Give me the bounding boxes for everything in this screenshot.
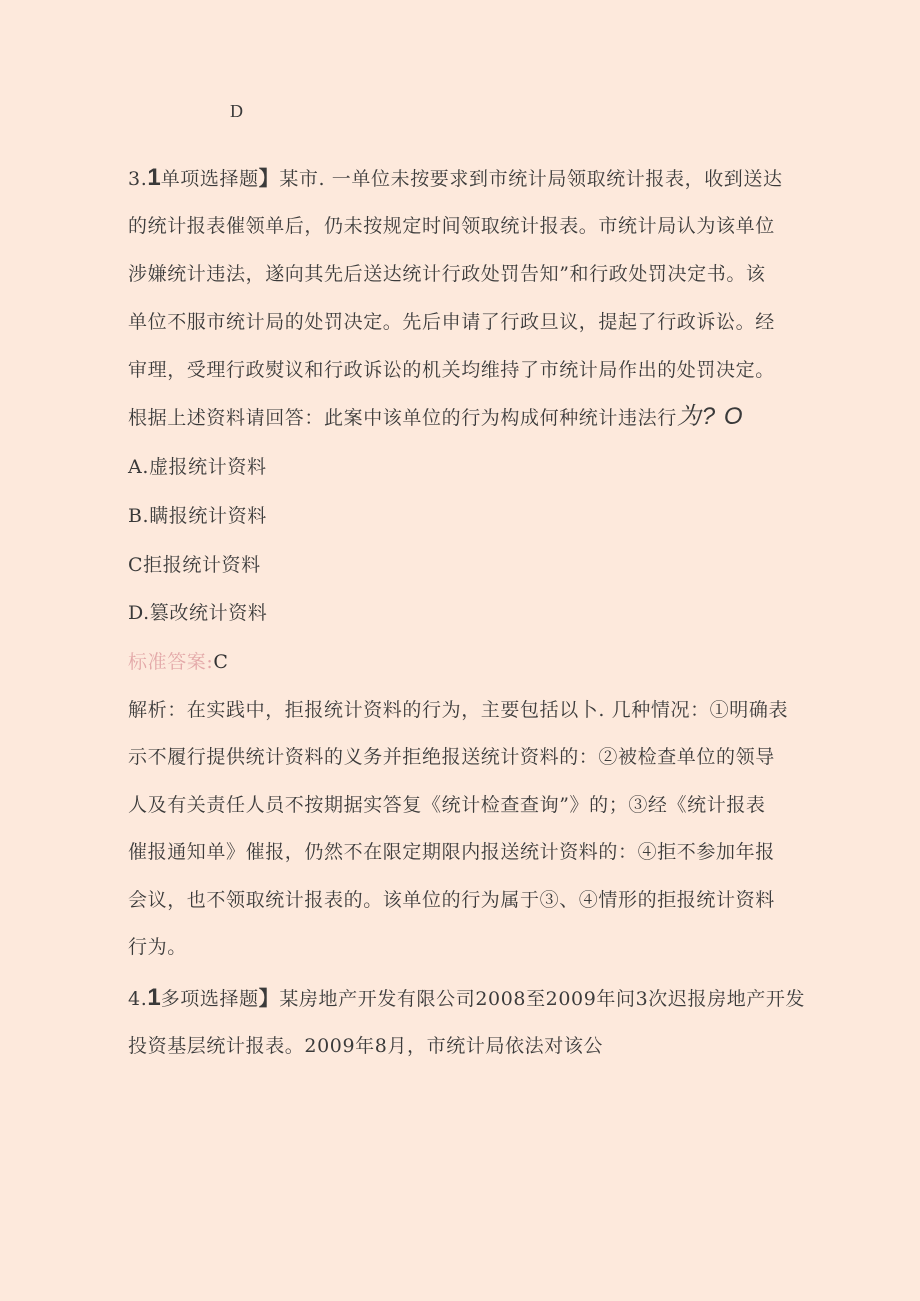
analysis-line: 解析：在实践中，拒报统计资料的行为，主要包括以卜. 几种情况：①明确表 [128,699,789,721]
question-text-line: 审理，受理行政熨议和行政诉讼的机关均维持了市统计局作出的处罚决定。 [128,359,775,381]
question-tail: 为? O [676,403,744,430]
bracket: 】 [258,986,280,1010]
question-type: 多项选择题 [160,988,259,1010]
question-text-line: 单位不服市统计局的处罚决定。先后申请了行政旦议，提起了行政诉讼。经 [128,311,775,333]
question-type: 单项选择题 [160,168,259,190]
option-a: A.虚报统计资料 [128,456,267,478]
analysis-line: 人及有关责任人员不按期据实答复《统计检查查询”》的；③经《统计报表 [128,794,766,816]
question-3-header [128,166,783,191]
option-b: B.瞒报统计资料 [128,505,267,527]
question-marker: 1 [147,984,161,1011]
question-text-line: 某市. 一单位未按要求到市统计局领取统计报表，收到送达 [279,168,783,190]
question-text-line: 的统计报表催领单后，仍未按规定时间领取统计报表。市统计局认为该单位 [128,215,775,237]
answer-value: C [213,651,229,673]
bracket: 】 [258,166,280,190]
analysis-line: 行为。 [128,936,187,958]
question-text-line: 某房地产开发有限公司2008至2009年问3次迟报房地产开发 [279,988,806,1010]
question-text-line-last [128,405,744,430]
option-d: D.篡改统计资料 [128,602,268,624]
analysis-line: 示不履行提供统计资料的义务并拒绝报送统计资料的：②被检查单位的领导 [128,746,775,768]
analysis-line: 会议，也不领取统计报表的。该单位的行为属于③、④情形的拒报统计资料 [128,889,775,911]
question-number: 4. [128,988,148,1010]
option-c: C拒报统计资料 [128,554,261,576]
analysis-line: 催报通知单》催报，仍然不在限定期限内报送统计资料的：④拒不参加年报 [128,841,775,863]
question-text-line: 投资基层统计报表。2009年8月，市统计局依法对该公 [128,1035,604,1057]
standard-answer [128,650,229,674]
question-marker: 1 [147,164,161,191]
question-number: 3. [128,168,148,190]
answer-label: 标准答案: [128,651,214,673]
question-text-line: 涉嫌统计违法，遂向其先后送达统计行政处罚告知”和行政处罚决定书。该 [128,263,766,285]
question-4-header [128,986,805,1011]
question-text: 根据上述资料请回答：此案中该单位的行为构成何种统计违法行 [128,407,677,429]
previous-answer: D [230,101,243,121]
